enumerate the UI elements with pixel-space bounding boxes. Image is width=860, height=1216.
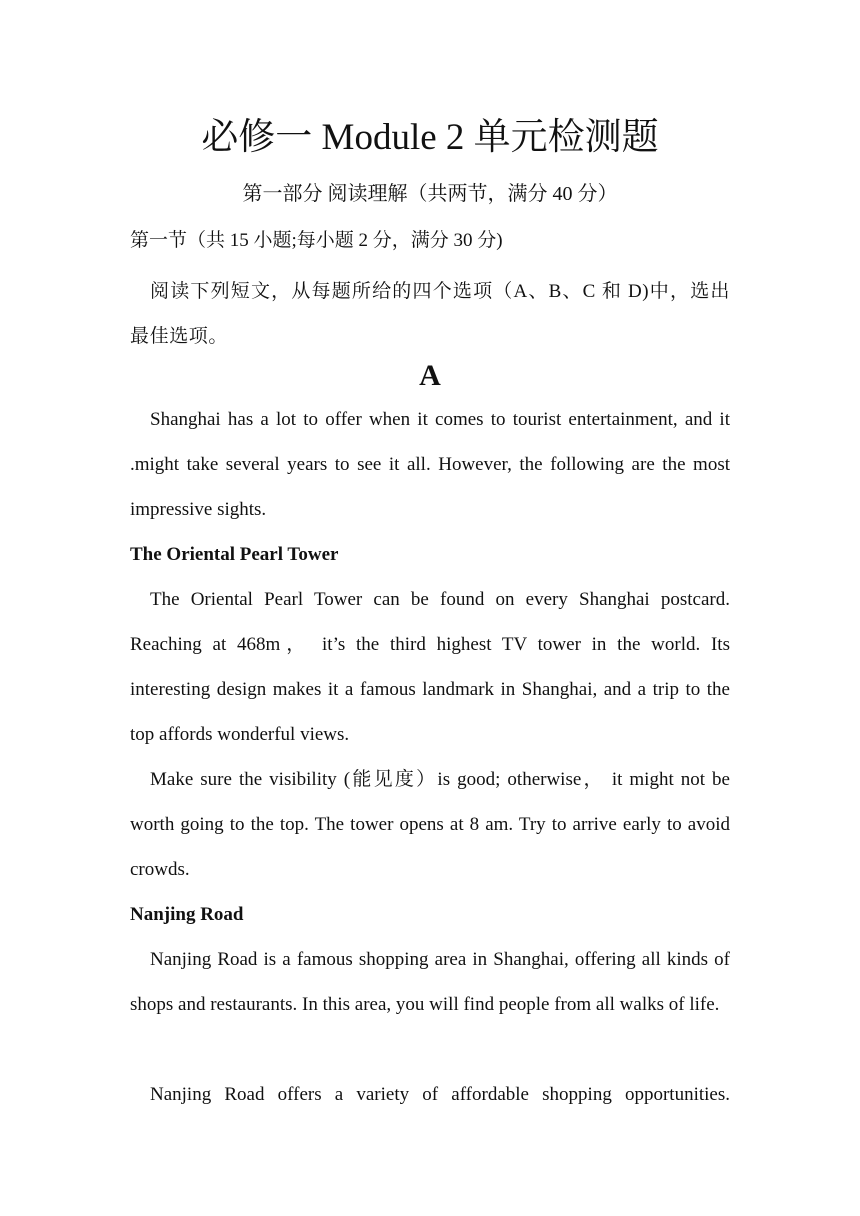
paragraph-nanjing-road-1: Nanjing Road is a famous shopping area in Shanghai, offering all kinds of shops and restaurants. In this area, you will find people from all walks of life.	[130, 949, 730, 1015]
part-heading: 第一部分 阅读理解（共两节，满分 40 分）	[242, 183, 618, 205]
section-heading: 第一节（共 15 小题;每小题 2 分，满分 30 分)	[130, 230, 503, 251]
section-heading-oriental-pearl: The Oriental Pearl Tower	[130, 544, 339, 565]
paragraph-nanjing-road-2: Nanjing Road offers a variety of affordable shopping opportunities.	[150, 1084, 730, 1105]
section-heading-nanjing-road: Nanjing Road	[130, 904, 244, 925]
paragraph-oriental-pearl-1: The Oriental Pearl Tower can be found on every Shanghai postcard. Reaching at 468m， it’s the third highest TV tower in the world. Its interesting design makes it a famous landmark in Shanghai, and a trip to the top affords wonderful views.	[130, 589, 730, 745]
instructions: 阅读下列短文，从每题所给的四个选项（A、B、C 和 D)中，选出最佳选项。	[130, 281, 730, 347]
document-title: 必修一 Module 2 单元检测题	[201, 117, 659, 158]
passage-letter: A	[419, 359, 441, 392]
paragraph-oriental-pearl-2: Make sure the visibility (能见度）is good; otherwise， it might not be worth going to the top. The tower opens at 8 am. Try to arrive early to avoid crowds.	[130, 769, 730, 880]
passage-intro: Shanghai has a lot to offer when it comes to tourist entertainment, and it .might take several years to see it all. However, the following are the most impressive sights.	[130, 409, 730, 520]
